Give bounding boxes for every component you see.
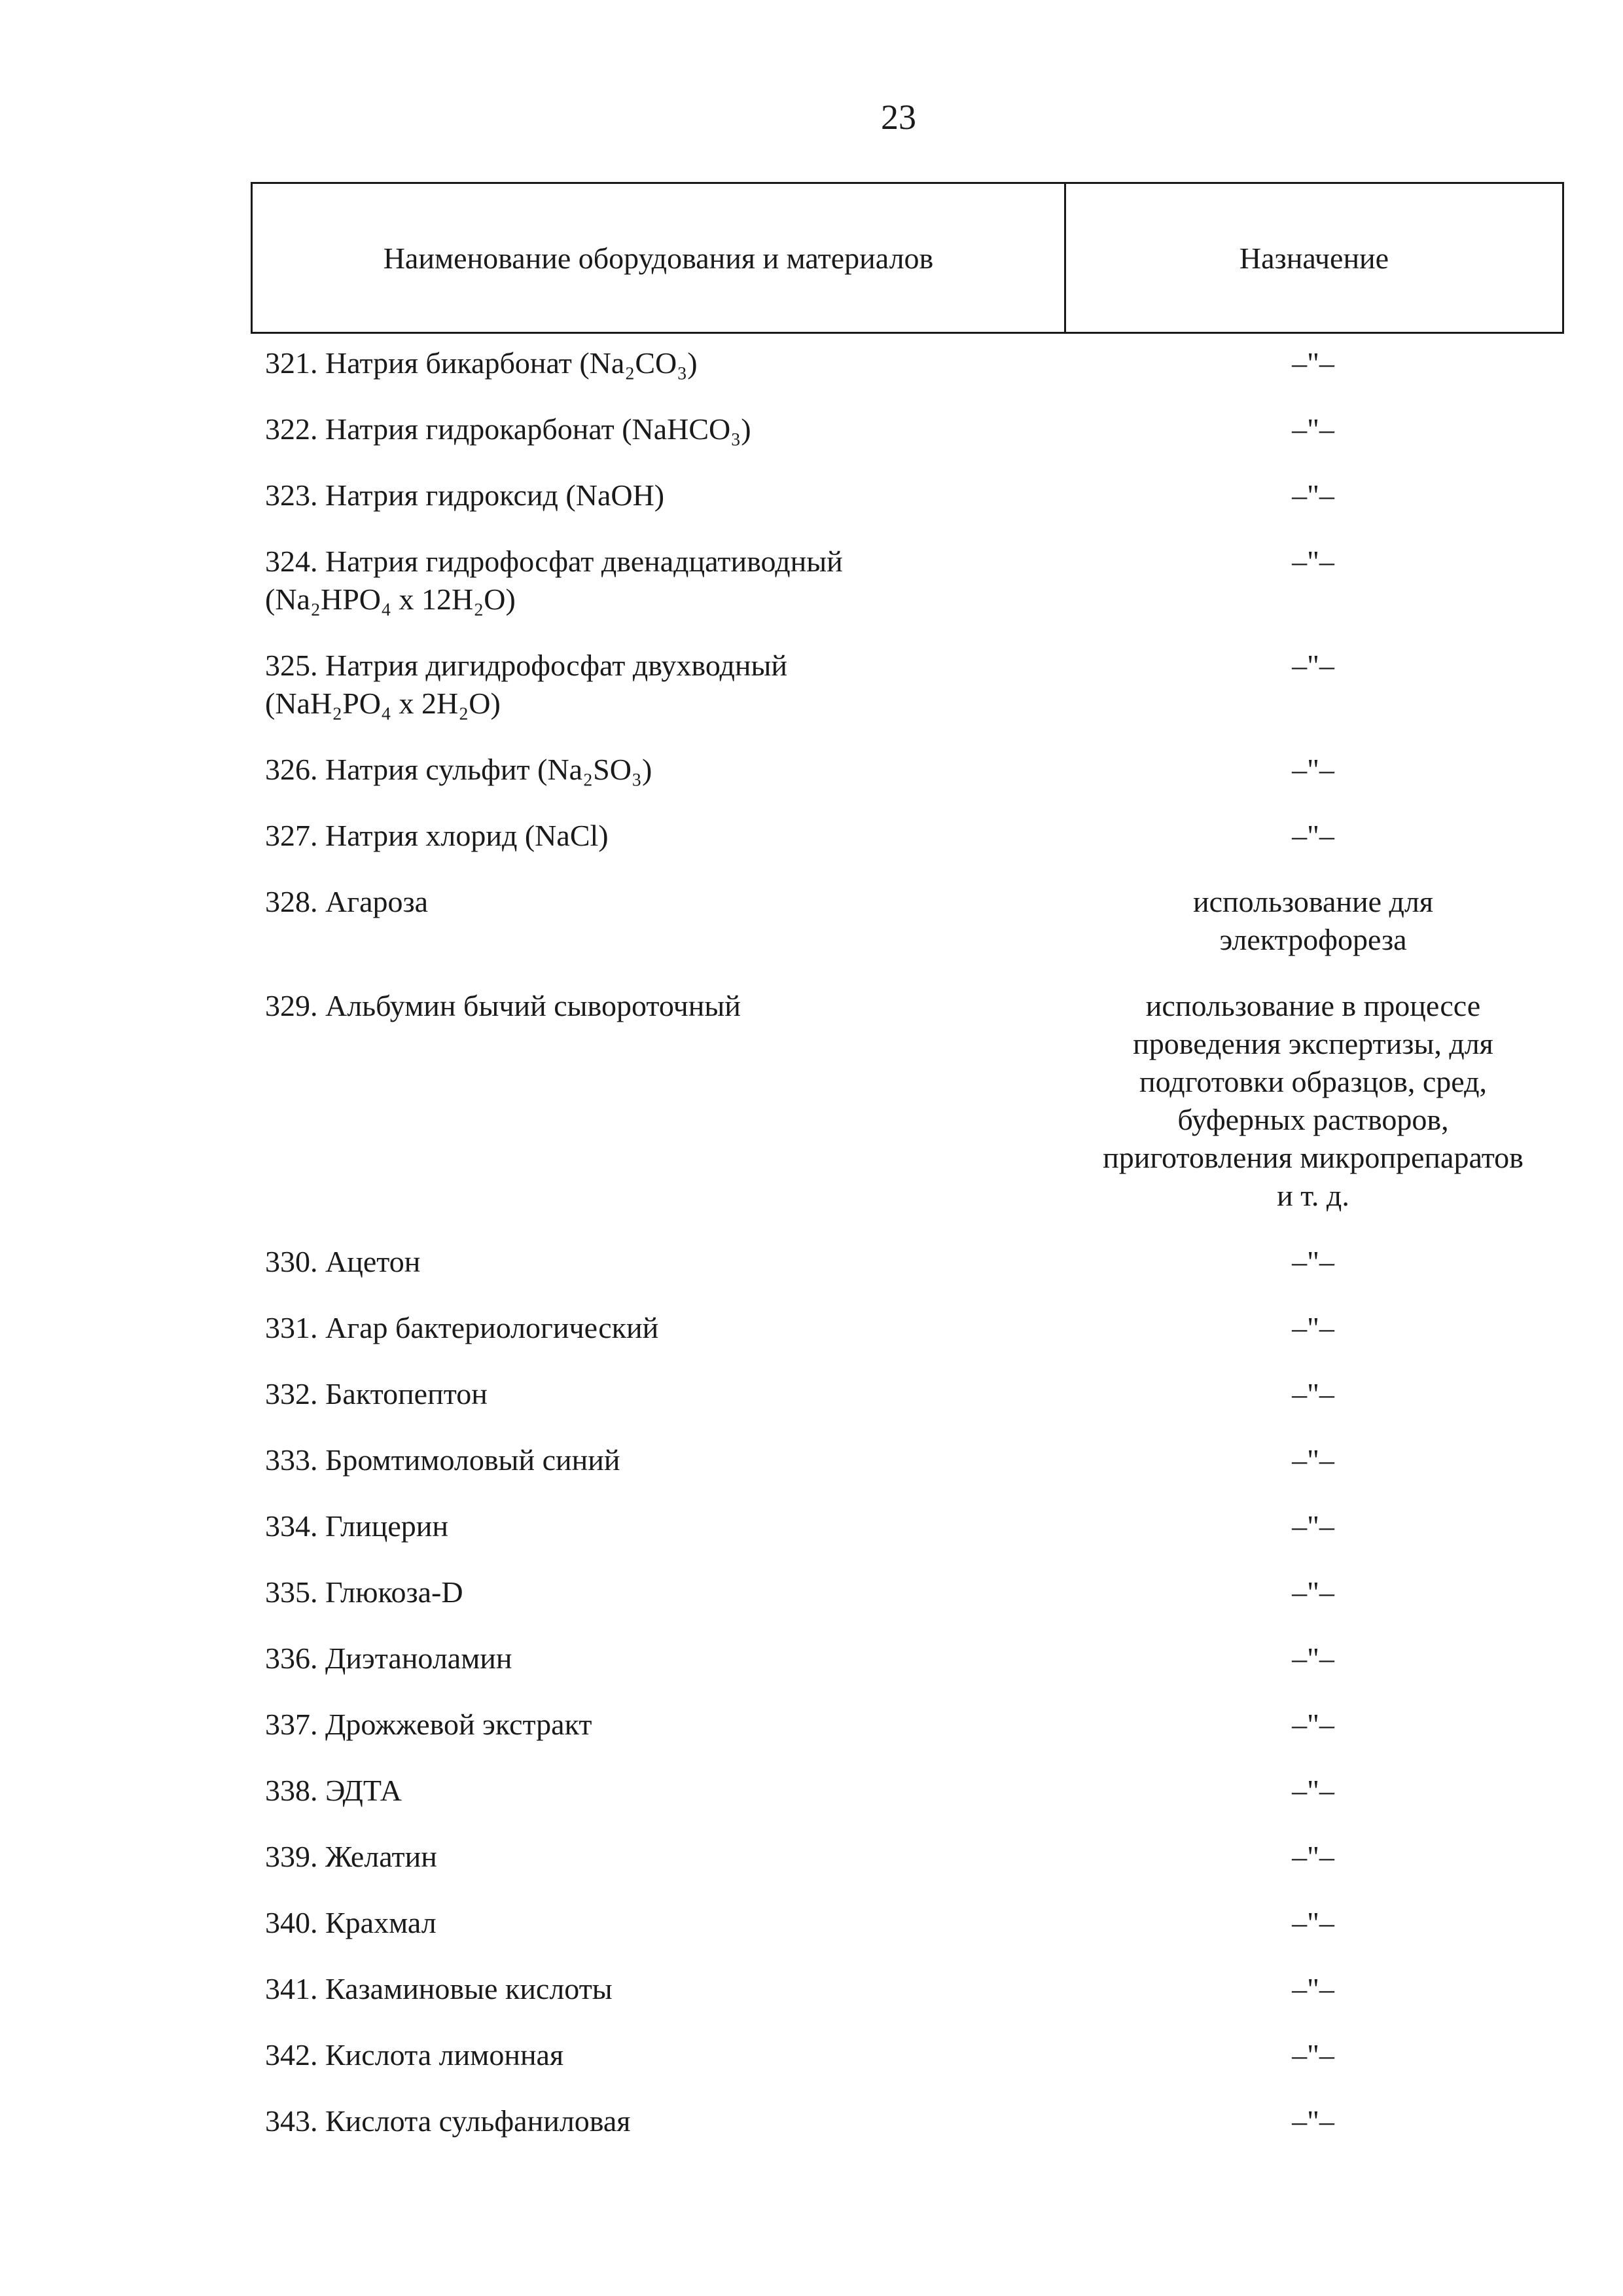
item-name-cell [251, 2102, 1062, 2140]
item-purpose-cell [1062, 1573, 1564, 1611]
item-name-cell [251, 344, 1062, 382]
table-row [251, 1827, 1564, 1893]
item-name-cell [251, 410, 1062, 448]
item-purpose-line: –"– [1292, 1840, 1334, 1873]
column-header-purpose: Назначение [1239, 241, 1389, 275]
table-row [251, 334, 1564, 400]
table-row [251, 740, 1564, 806]
item-name-cell [251, 883, 1062, 959]
item-purpose-line: –"– [1292, 1509, 1334, 1543]
item-purpose-line: электрофореза [1219, 923, 1407, 956]
item-purpose-cell [1062, 1441, 1564, 1479]
table-row [251, 466, 1564, 532]
item-purpose-cell [1062, 817, 1564, 855]
item-purpose-line: –"– [1292, 1906, 1334, 1939]
item-purpose-cell [1062, 410, 1564, 448]
item-name-line: 336. Диэтаноламин [265, 1641, 512, 1675]
item-name-line: 332. Бактопептон [265, 1377, 488, 1410]
item-name-cell [251, 1441, 1062, 1479]
item-purpose-line: –"– [1292, 346, 1334, 380]
item-purpose-cell [1062, 987, 1564, 1215]
item-purpose-cell [1062, 2102, 1564, 2140]
item-purpose-line: –"– [1292, 545, 1334, 578]
item-name-line: 338. ЭДТА [265, 1774, 402, 1807]
table-row [251, 1893, 1564, 1960]
item-name-line: (Na₂HPO₄ x 12H₂O) [265, 583, 516, 616]
item-name-line: 329. Альбумин бычий сывороточный [265, 989, 741, 1022]
item-purpose-cell [1062, 1507, 1564, 1545]
item-purpose-line: приготовления микропрепаратов [1103, 1141, 1524, 1174]
item-name-cell [251, 647, 1062, 723]
item-purpose-line: –"– [1292, 1972, 1334, 2005]
table-row [251, 1497, 1564, 1563]
item-name-line: (NaH₂PO₄ x 2H₂O) [265, 687, 501, 720]
item-purpose-line: –"– [1292, 819, 1334, 852]
item-purpose-cell [1062, 647, 1564, 723]
item-purpose-line: –"– [1292, 1641, 1334, 1675]
item-purpose-line: –"– [1292, 478, 1334, 512]
item-name-cell [251, 1375, 1062, 1413]
item-name-cell [251, 1309, 1062, 1347]
item-name-cell [251, 1838, 1062, 1876]
item-purpose-line: проведения экспертизы, для [1133, 1027, 1493, 1060]
item-purpose-line: –"– [1292, 1311, 1334, 1344]
item-purpose-cell [1062, 1970, 1564, 2008]
item-purpose-cell [1062, 1772, 1564, 1810]
item-purpose-cell [1062, 1904, 1564, 1942]
item-name-line: 340. Крахмал [265, 1906, 437, 1939]
item-purpose-cell [1062, 1706, 1564, 1744]
item-name-line: 331. Агар бактериологический [265, 1311, 659, 1344]
item-name-line: 322. Натрия гидрокарбонат (NaHCO₃) [265, 412, 751, 446]
item-name-cell [251, 987, 1062, 1215]
item-name-line: 342. Кислота лимонная [265, 2038, 564, 2072]
item-purpose-cell [1062, 883, 1564, 959]
table-row [251, 1695, 1564, 1761]
item-name-line: 323. Натрия гидроксид (NaOH) [265, 478, 665, 512]
item-name-cell [251, 751, 1062, 789]
item-purpose-line: использование в процессе [1145, 989, 1481, 1022]
item-purpose-cell [1062, 1375, 1564, 1413]
table-row [251, 532, 1564, 636]
item-purpose-cell [1062, 751, 1564, 789]
item-purpose-cell [1062, 543, 1564, 619]
table-row [251, 2092, 1564, 2158]
item-purpose-line: –"– [1292, 1774, 1334, 1807]
item-purpose-line: –"– [1292, 1377, 1334, 1410]
item-name-line: 334. Глицерин [265, 1509, 448, 1543]
table-header [251, 182, 1564, 334]
item-name-line: 330. Ацетон [265, 1245, 421, 1278]
page-number: 23 [881, 98, 916, 137]
item-purpose-line: –"– [1292, 2038, 1334, 2072]
table-row [251, 636, 1564, 740]
item-purpose-line: –"– [1292, 1245, 1334, 1278]
item-purpose-line: –"– [1292, 1575, 1334, 1609]
item-purpose-line: подготовки образцов, сред, [1139, 1065, 1487, 1098]
table-row [251, 1629, 1564, 1695]
table-row [251, 1960, 1564, 2026]
table-row [251, 1299, 1564, 1365]
item-name-cell [251, 1507, 1062, 1545]
item-purpose-line: и т. д. [1277, 1179, 1349, 1212]
item-name-line: 325. Натрия дигидрофосфат двухводный [265, 649, 788, 682]
item-purpose-cell [1062, 1243, 1564, 1281]
item-name-line: 326. Натрия сульфит (Na₂SO₃) [265, 753, 652, 786]
item-purpose-cell [1062, 1640, 1564, 1677]
item-name-line: 337. Дрожжевой экстракт [265, 1708, 592, 1741]
item-purpose-line: –"– [1292, 1443, 1334, 1477]
item-name-line: 324. Натрия гидрофосфат двенадцативодный [265, 545, 843, 578]
item-purpose-line: –"– [1292, 2104, 1334, 2138]
table-row [251, 806, 1564, 872]
table-row [251, 400, 1564, 466]
item-name-line: 333. Бромтимоловый синий [265, 1443, 620, 1477]
item-name-cell [251, 1640, 1062, 1677]
item-name-line: 327. Натрия хлорид (NaCl) [265, 819, 609, 852]
item-name-line: 328. Агароза [265, 885, 429, 918]
table-row [251, 977, 1564, 1232]
item-name-cell [251, 543, 1062, 619]
item-name-cell [251, 1706, 1062, 1744]
table-row [251, 2026, 1564, 2092]
table-row [251, 1761, 1564, 1827]
table-body [251, 334, 1564, 2158]
table-row [251, 872, 1564, 977]
table-row [251, 1365, 1564, 1431]
table-row [251, 1431, 1564, 1497]
item-name-line: 343. Кислота сульфаниловая [265, 2104, 631, 2138]
item-name-cell [251, 1772, 1062, 1810]
item-purpose-cell [1062, 1309, 1564, 1347]
item-purpose-line: буферных растворов, [1177, 1103, 1449, 1136]
item-purpose-line: –"– [1292, 753, 1334, 786]
item-purpose-line: –"– [1292, 412, 1334, 446]
item-name-line: 341. Казаминовые кислоты [265, 1972, 613, 2005]
item-name-line: 321. Натрия бикарбонат (Na₂CO₃) [265, 346, 698, 380]
item-name-cell [251, 1243, 1062, 1281]
item-name-cell [251, 1573, 1062, 1611]
item-purpose-line: использование для [1192, 885, 1434, 918]
item-purpose-line: –"– [1292, 1708, 1334, 1741]
column-header-name: Наименование оборудования и материалов [253, 184, 1066, 332]
table-row [251, 1563, 1564, 1629]
item-purpose-line: –"– [1292, 649, 1334, 682]
table-row [251, 1232, 1564, 1299]
item-name-cell [251, 817, 1062, 855]
item-name-cell [251, 476, 1062, 514]
item-purpose-cell [1062, 476, 1564, 514]
item-name-cell [251, 1970, 1062, 2008]
item-purpose-cell [1062, 2036, 1564, 2074]
item-name-cell [251, 1904, 1062, 1942]
item-name-cell [251, 2036, 1062, 2074]
item-name-line: 335. Глюкоза-D [265, 1575, 463, 1609]
item-purpose-cell [1062, 1838, 1564, 1876]
item-name-line: 339. Желатин [265, 1840, 437, 1873]
item-purpose-cell [1062, 344, 1564, 382]
